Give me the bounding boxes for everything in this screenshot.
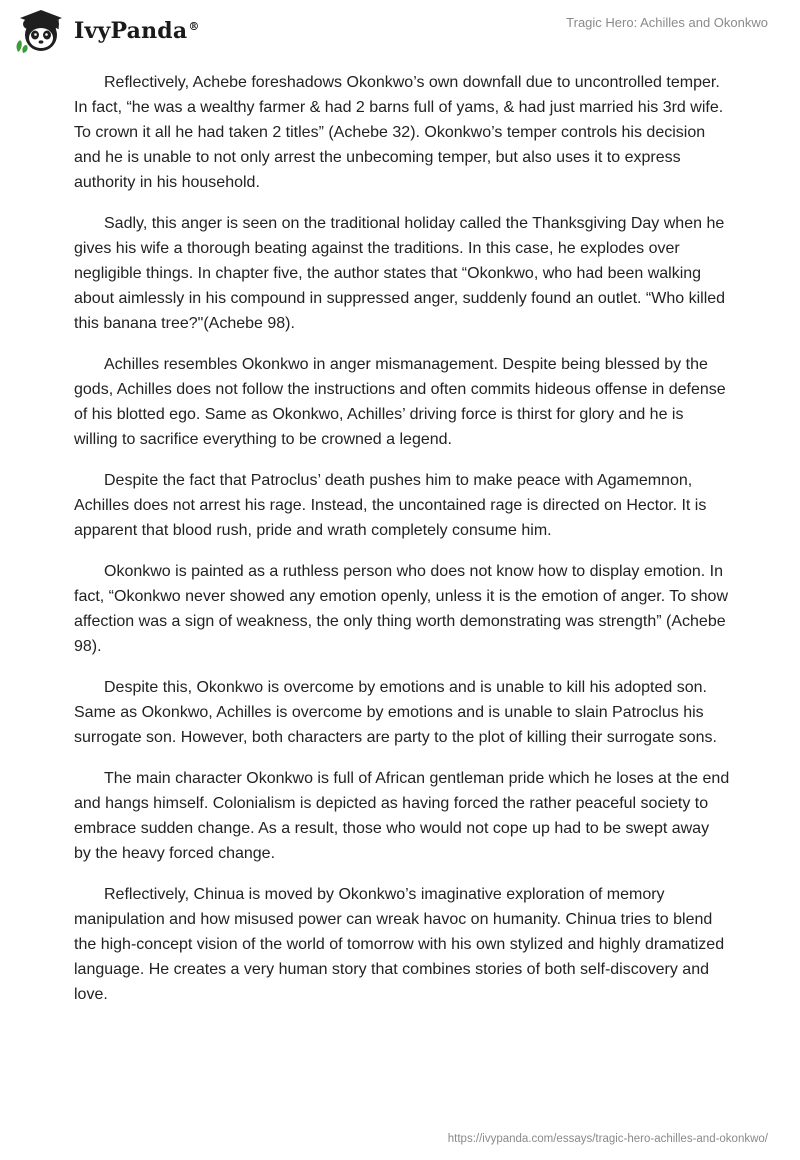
paragraph: Okonkwo is painted as a ruthless person who does not know how to display emotion. In fact, “Okonkwo never showed any emotion openly, unless it is the emotion of anger. To show affection was a sign of weakness, the only thing worth demonstrating was strength” (Achebe 98). <box>74 563 728 655</box>
paragraph: Sadly, this anger is seen on the traditional holiday called the Thanksgiving Day when he gives his wife a thorough beating against the traditions. In this case, he explodes over negligible things. In chapter five, the author states that “Okonkwo, who had been walking about aimlessly in his compound in suppressed anger, suddenly found an outlet. “Who killed this banana tree?"(Achebe 98). <box>74 215 726 332</box>
page-header <box>0 0 800 64</box>
brand-name: IvyPanda® <box>74 18 200 44</box>
paragraph: The main character Okonkwo is full of African gentleman pride which he loses at the end and hangs himself. Colonialism is depicted as having forced the rather peaceful society to embrace sudden change. As a result, those who would not cope up had to be swept away by the heavy forced change. <box>74 770 730 862</box>
paragraph: Despite the fact that Patroclus’ death pushes him to make peace with Agamemnon, Achilles does not arrest his rage. Instead, the uncontained rage is directed on Hector. It is apparent that blood rush, pride and wrath completely consume him. <box>74 472 707 539</box>
essay-body <box>74 70 730 1023</box>
paragraph: Reflectively, Achebe foreshadows Okonkwo’s own downfall due to uncontrolled temper. In fact, “he was a wealthy farmer & had 2 barns full of yams, & had just married his 3rd wife. To crown it all he had taken 2 titles” (Achebe 32). Okonkwo’s temper controls his decision and he is unable to not only arrest the unbecoming temper, but also uses it to express authority in his household. <box>74 74 724 191</box>
paragraph: Achilles resembles Okonkwo in anger mismanagement. Despite being blessed by the gods, Achilles does not follow the instructions and often commits hideous offense in defense of his blotted ego. Same as Okonkwo, Achilles’ driving force is thirst for glory and he is willing to sacrifice everything to be crowned a legend. <box>74 356 726 448</box>
panda-graduate-icon <box>14 8 68 54</box>
paragraph: Despite this, Okonkwo is overcome by emotions and is unable to kill his adopted son. Same as Okonkwo, Achilles is overcome by emotions and is unable to slain Patroclus his surrogate son. However, both characters are party to the plot of killing their surrogate sons. <box>74 679 717 746</box>
source-url[interactable]: https://ivypanda.com/essays/tragic-hero-achilles-and-okonkwo/ <box>447 1133 768 1145</box>
brand-logo[interactable] <box>14 8 200 54</box>
document-title: Tragic Hero: Achilles and Okonkwo <box>566 15 768 30</box>
paragraph: Reflectively, Chinua is moved by Okonkwo’s imaginative exploration of memory manipulation and how misused power can wreak havoc on humanity. Chinua tries to blend the high-concept vision of the world of tomorrow with his own stylized and highly dramatized language. He creates a very human story that combines stories of both self-discovery and love. <box>74 886 725 1003</box>
